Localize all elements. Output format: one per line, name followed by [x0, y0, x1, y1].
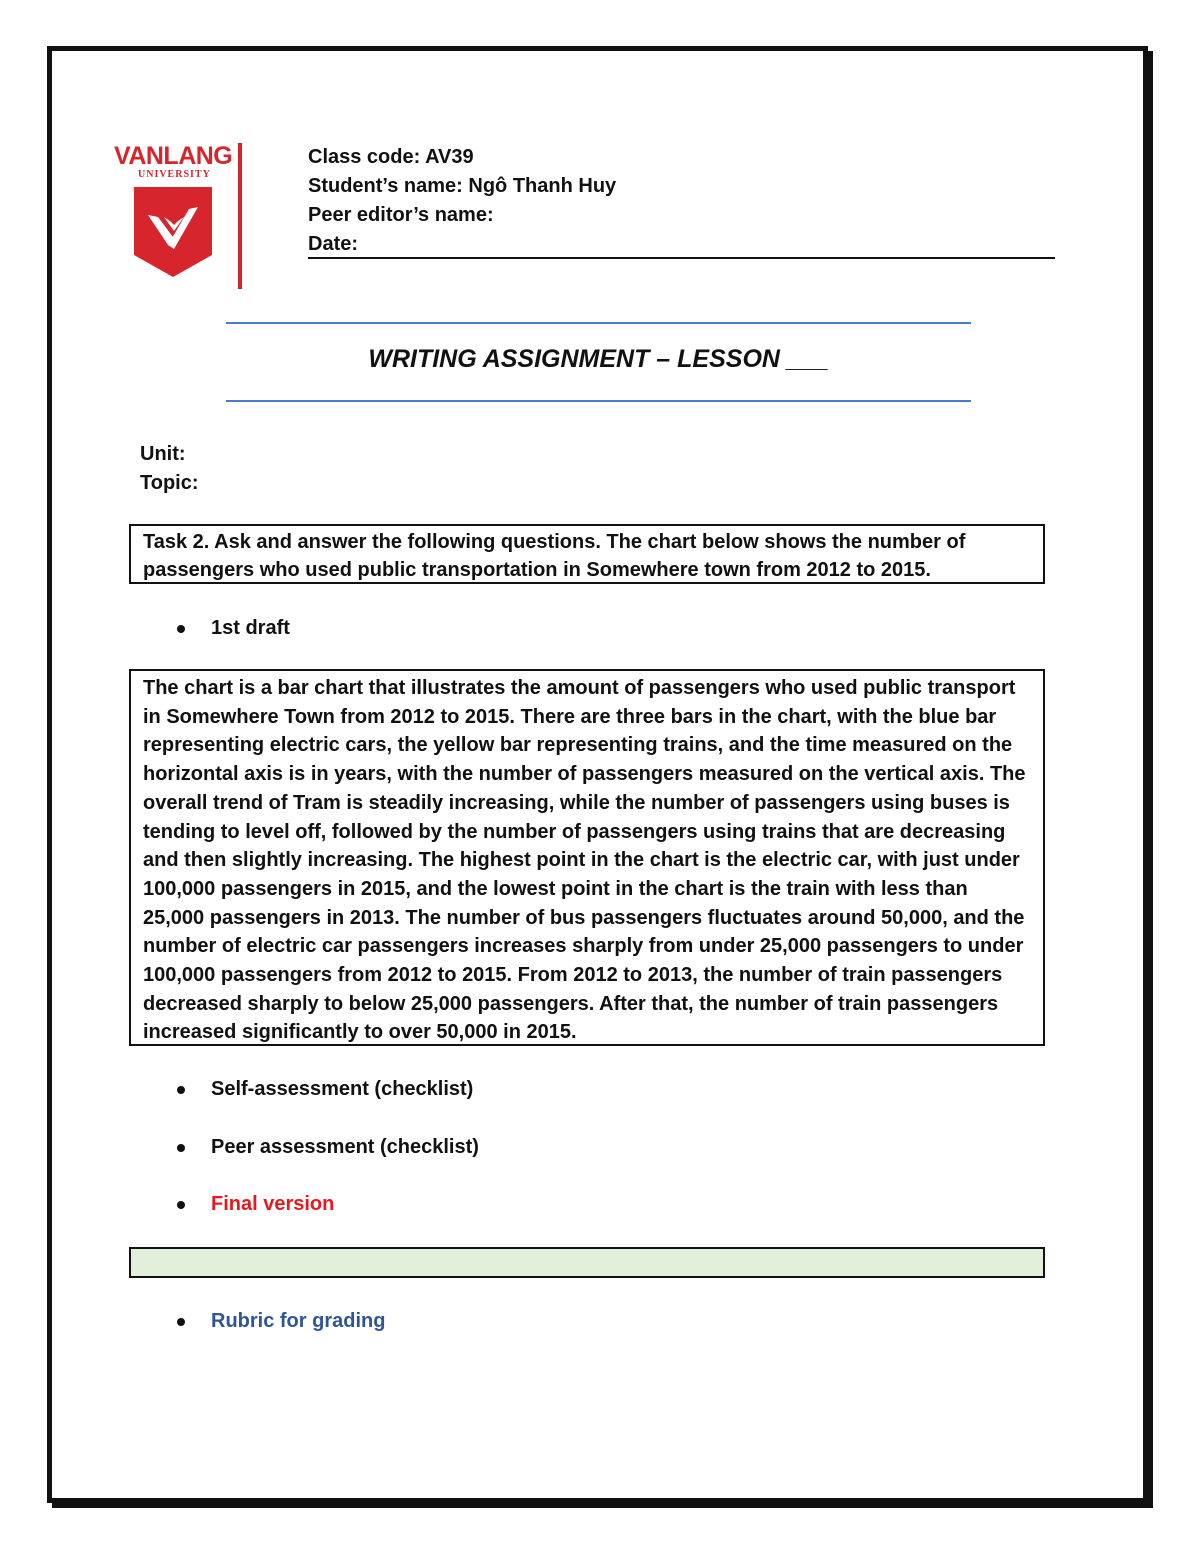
logo-divider	[238, 143, 242, 289]
bullet-dot	[177, 625, 185, 633]
class-code: Class code: AV39	[308, 146, 474, 168]
final-version-box	[129, 1247, 1045, 1278]
university-logo	[114, 143, 246, 289]
title-rule-bottom	[226, 400, 971, 402]
bullet-dot	[177, 1318, 185, 1326]
rubric-label[interactable]: Rubric for grading	[211, 1310, 386, 1332]
shield-icon	[134, 187, 212, 277]
final-version-label: Final version	[211, 1193, 335, 1215]
self-assessment-label: Self-assessment (checklist)	[211, 1078, 474, 1100]
header-divider	[308, 257, 1055, 259]
logo-subtitle: UNIVERSITY	[138, 169, 211, 180]
header-info	[308, 143, 1054, 259]
bullet-dot	[177, 1144, 185, 1152]
unit-topic	[140, 440, 199, 498]
peer-editor-name: Peer editor’s name:	[308, 204, 494, 226]
page-title: WRITING ASSIGNMENT – LESSON ___	[368, 345, 829, 373]
topic-label: Topic:	[140, 472, 199, 494]
bullet-dot	[177, 1201, 185, 1209]
bullet-dot	[177, 1086, 185, 1094]
student-name: Student’s name: Ngô Thanh Huy	[308, 175, 617, 197]
peer-assessment-label: Peer assessment (checklist)	[211, 1136, 479, 1158]
date-label: Date:	[308, 233, 359, 255]
title-rule-top	[226, 322, 971, 324]
logo-brand: VANLANG	[114, 142, 233, 170]
task-box: Task 2. Ask and answer the following questions. The chart below shows the number of passengers who used public transportation in Somewhere town from 2012 to 2015.	[129, 524, 1045, 584]
first-draft-label: 1st draft	[211, 617, 290, 639]
first-draft-box: The chart is a bar chart that illustrates the amount of passengers who used public transport in Somewhere Town from 2012 to 2015. There are three bars in the chart, with the blue bar representing electric cars, the yellow bar representing trains, and the time measured on the horizontal axis is in years, with the number of passengers measured on the vertical axis. The overall trend of Tram is steadily increasing, while the number of passengers using buses is tending to level off, followed by the number of passengers using trains that are decreasing and then slightly increasing. The highest point in the chart is the electric car, with just under 100,000 passengers in 2015, and the lowest point in the chart is the train with less than 25,000 passengers in 2013. The number of bus passengers fluctuates around 50,000, and the number of electric car passengers increases sharply from under 25,000 passengers to under 100,000 passengers from 2012 to 2015. From 2012 to 2013, the number of train passengers decreased sharply to below 25,000 passengers. After that, the number of train passengers increased significantly to over 50,000 in 2015.	[129, 669, 1045, 1046]
unit-label: Unit:	[140, 443, 186, 465]
